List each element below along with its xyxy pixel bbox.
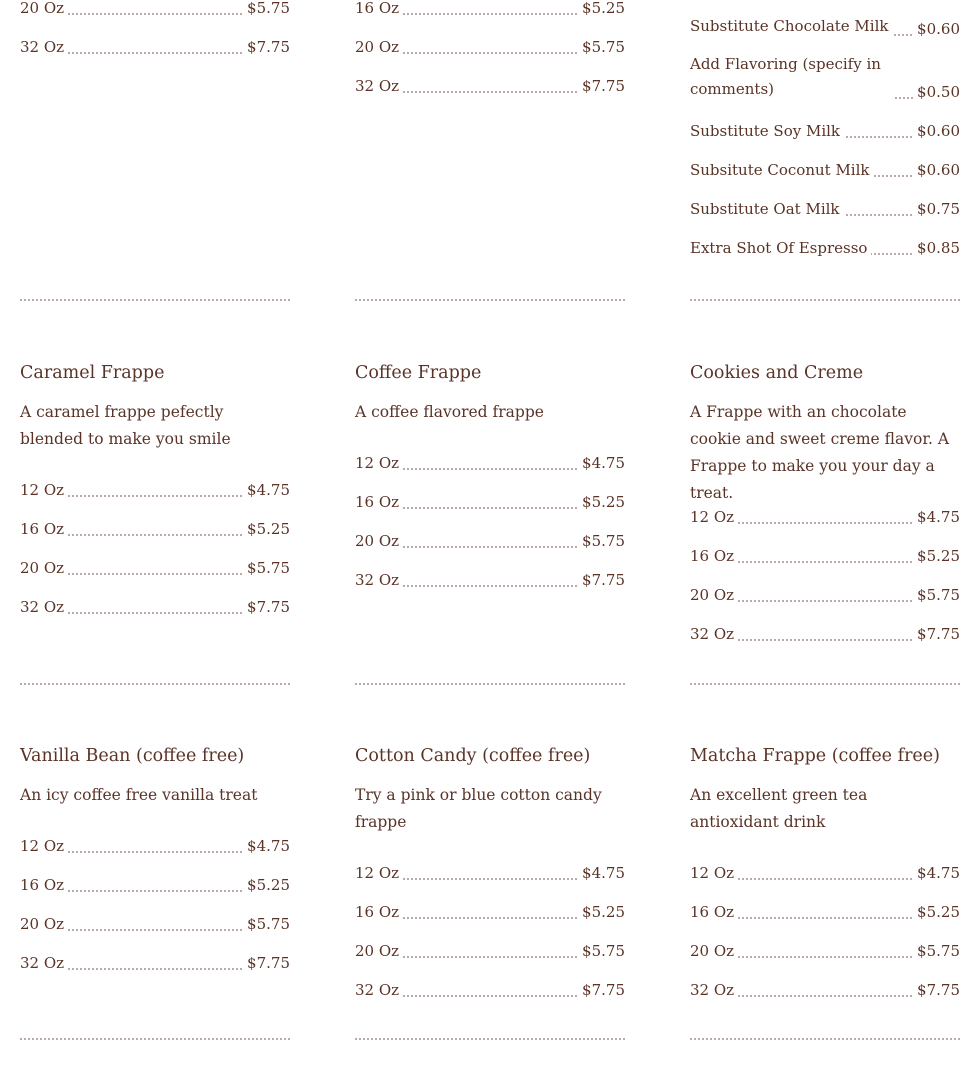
- size-label: 32 Oz: [355, 981, 403, 1000]
- size-option[interactable]: [690, 612, 960, 651]
- item-title: Cookies and Creme: [690, 363, 864, 383]
- size-price: $7.75: [913, 981, 960, 1000]
- addon-price: $0.85: [913, 239, 960, 258]
- size-option[interactable]: [20, 585, 290, 624]
- size-price: $5.25: [578, 0, 625, 18]
- addon-label: Substitute Oat Milk: [690, 200, 844, 219]
- size-label: 12 Oz: [20, 481, 68, 500]
- item-title: Coffee Frappe: [355, 363, 482, 383]
- size-price: $4.75: [913, 864, 960, 883]
- size-option[interactable]: [355, 441, 625, 480]
- size-label: 12 Oz: [355, 454, 403, 473]
- size-price: $5.75: [578, 532, 625, 551]
- size-label: 32 Oz: [690, 625, 738, 644]
- size-price: $7.75: [243, 954, 290, 973]
- size-option[interactable]: [20, 0, 290, 25]
- size-label: 32 Oz: [690, 981, 738, 1000]
- size-option[interactable]: [690, 968, 960, 1007]
- size-label: 12 Oz: [355, 864, 403, 883]
- size-label: 12 Oz: [20, 837, 68, 856]
- item-title: Cotton Candy (coffee free): [355, 746, 591, 766]
- size-label: 16 Oz: [355, 0, 403, 18]
- item-title: Caramel Frappe: [20, 363, 165, 383]
- addon-label: Add Flavoring (specify in comments): [690, 52, 894, 102]
- size-option[interactable]: [355, 480, 625, 519]
- size-option[interactable]: [690, 534, 960, 573]
- item-description: An icy coffee free vanilla treat: [20, 786, 258, 804]
- size-option[interactable]: [690, 929, 960, 968]
- section-divider: [690, 299, 960, 301]
- size-option[interactable]: [355, 0, 625, 25]
- size-price: $5.75: [578, 942, 625, 961]
- size-option[interactable]: [20, 468, 290, 507]
- section-divider: [355, 299, 625, 301]
- size-option[interactable]: [20, 25, 290, 64]
- size-price: $4.75: [913, 508, 960, 527]
- item-description: A coffee flavored frappe: [355, 403, 544, 421]
- addon-option[interactable]: [690, 226, 960, 265]
- size-label: 20 Oz: [355, 38, 403, 57]
- size-label: 20 Oz: [20, 915, 68, 934]
- size-price: $7.75: [243, 598, 290, 617]
- size-option[interactable]: [690, 573, 960, 612]
- size-price: $5.25: [243, 520, 290, 539]
- item-description: A caramel frappe pefectly blended to make you smile: [20, 403, 231, 448]
- addon-option[interactable]: [690, 0, 960, 46]
- size-price: $5.25: [243, 876, 290, 895]
- addon-option[interactable]: [690, 148, 960, 187]
- size-option[interactable]: [355, 929, 625, 968]
- size-option[interactable]: [20, 507, 290, 546]
- size-option[interactable]: [355, 25, 625, 64]
- size-price: $4.75: [243, 481, 290, 500]
- section-divider: [690, 1038, 960, 1040]
- size-price: $5.75: [243, 0, 290, 18]
- size-option[interactable]: [20, 941, 290, 980]
- section-divider: [355, 1038, 625, 1040]
- size-label: 32 Oz: [20, 38, 68, 57]
- size-label: 16 Oz: [20, 520, 68, 539]
- size-label: 16 Oz: [20, 876, 68, 895]
- size-option[interactable]: [20, 902, 290, 941]
- size-label: 16 Oz: [355, 493, 403, 512]
- item-description: Try a pink or blue cotton candy frappe: [355, 786, 602, 831]
- size-option[interactable]: [20, 824, 290, 863]
- size-price: $5.25: [578, 493, 625, 512]
- size-price: $5.25: [913, 903, 960, 922]
- size-price: $5.25: [913, 547, 960, 566]
- size-label: 16 Oz: [690, 903, 738, 922]
- item-title: Matcha Frappe (coffee free): [690, 746, 940, 766]
- size-price: $5.25: [578, 903, 625, 922]
- size-price: $5.75: [913, 942, 960, 961]
- size-label: 20 Oz: [690, 586, 738, 605]
- addon-price: $0.60: [913, 161, 960, 180]
- size-price: $7.75: [578, 77, 625, 96]
- size-label: 20 Oz: [355, 942, 403, 961]
- section-divider: [20, 683, 290, 685]
- addon-label: Substitute Chocolate Milk: [690, 14, 894, 39]
- size-label: 20 Oz: [20, 559, 68, 578]
- size-label: 12 Oz: [690, 508, 738, 527]
- size-option[interactable]: [690, 851, 960, 890]
- addon-label: Extra Shot Of Espresso: [690, 239, 871, 258]
- size-price: $5.75: [913, 586, 960, 605]
- size-option[interactable]: [355, 851, 625, 890]
- size-price: $4.75: [578, 454, 625, 473]
- size-label: 32 Oz: [20, 954, 68, 973]
- size-option[interactable]: [690, 495, 960, 534]
- size-price: $5.75: [243, 559, 290, 578]
- size-price: $7.75: [578, 981, 625, 1000]
- size-label: 16 Oz: [355, 903, 403, 922]
- section-divider: [20, 1038, 290, 1040]
- size-price: $4.75: [243, 837, 290, 856]
- item-description: A Frappe with an chocolate cookie and sweet creme flavor. A Frappe to make you your day a treat.: [690, 403, 950, 502]
- size-price: $7.75: [243, 38, 290, 57]
- addon-price: $0.60: [913, 20, 960, 39]
- addon-price: $0.75: [913, 200, 960, 219]
- addon-option[interactable]: [690, 109, 960, 148]
- size-label: 20 Oz: [20, 0, 68, 18]
- item-title: Vanilla Bean (coffee free): [20, 746, 245, 766]
- size-label: 20 Oz: [690, 942, 738, 961]
- size-option[interactable]: [20, 546, 290, 585]
- size-label: 32 Oz: [355, 77, 403, 96]
- size-option[interactable]: [355, 558, 625, 597]
- size-price: $5.75: [243, 915, 290, 934]
- size-price: $5.75: [578, 38, 625, 57]
- size-price: $7.75: [913, 625, 960, 644]
- size-label: 32 Oz: [355, 571, 403, 590]
- size-option[interactable]: [355, 64, 625, 103]
- size-option[interactable]: [690, 890, 960, 929]
- size-price: $7.75: [578, 571, 625, 590]
- addon-price: $0.60: [913, 122, 960, 141]
- size-option[interactable]: [20, 863, 290, 902]
- addon-option[interactable]: [690, 56, 960, 109]
- section-divider: [20, 299, 290, 301]
- section-divider: [690, 683, 960, 685]
- addon-label: Substitute Soy Milk: [690, 122, 844, 141]
- addon-option[interactable]: [690, 187, 960, 226]
- section-divider: [355, 683, 625, 685]
- size-option[interactable]: [355, 968, 625, 1007]
- size-option[interactable]: [355, 519, 625, 558]
- size-label: 16 Oz: [690, 547, 738, 566]
- size-label: 20 Oz: [355, 532, 403, 551]
- addon-label: Subsitute Coconut Milk: [690, 161, 874, 180]
- size-label: 12 Oz: [690, 864, 738, 883]
- size-option[interactable]: [355, 890, 625, 929]
- addon-price: $0.50: [913, 83, 960, 102]
- item-description: An excellent green tea antioxidant drink: [690, 786, 868, 831]
- size-price: $4.75: [578, 864, 625, 883]
- size-label: 32 Oz: [20, 598, 68, 617]
